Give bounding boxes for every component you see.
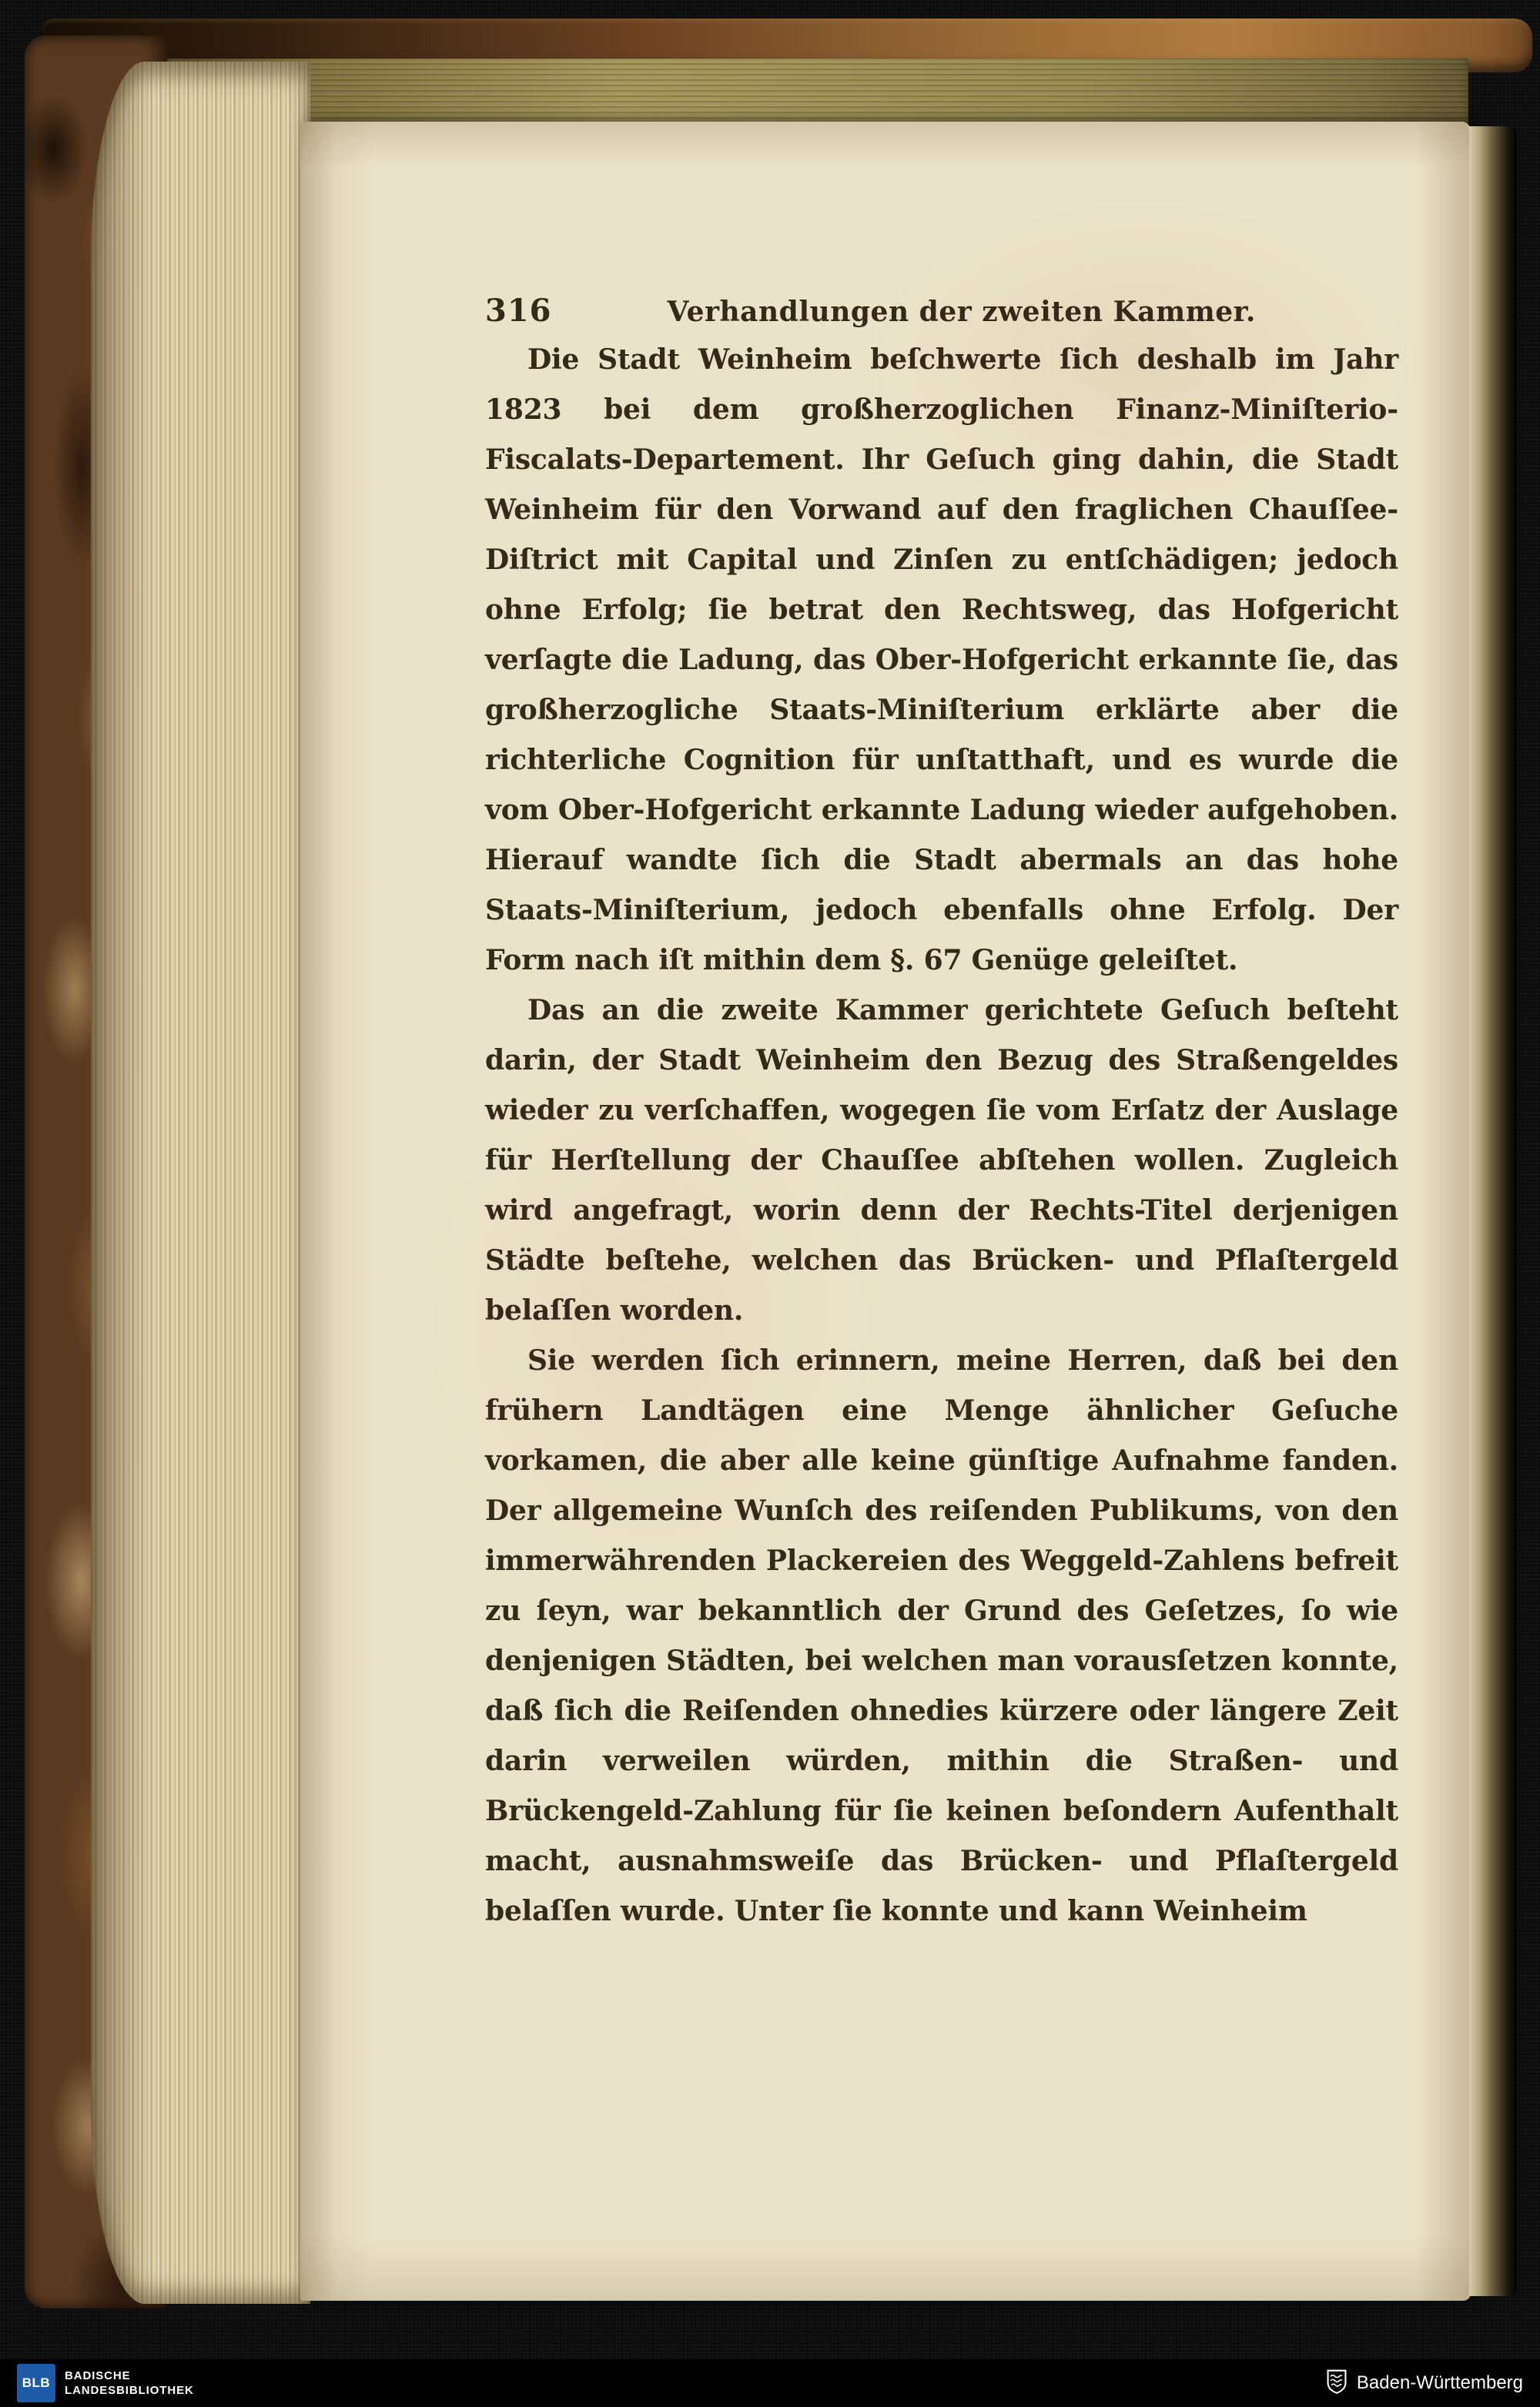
library-branding [17,2364,194,2402]
page-header [485,293,1398,329]
library-name [65,2369,194,2399]
coat-of-arms-icon [1326,2369,1348,2398]
book-top-page-block-edge [166,59,1468,129]
paragraph: Das an die zweite Kammer gerichtete Geſuch beſteht darin, der Stadt Weinheim den Bezug des Straßengeldes wieder zu verſchaffen, wogegen ſie vom Erſatz der Auslage für Herſtellung der Chauſſee abſtehen wollen. Zugleich wird angefragt, worin denn der Rechts-Titel derjenigen Städte beſtehe, welchen das Brücken- und Pflaſtergeld belaſſen worden. [485,994,1398,1327]
page-body-text [485,335,1398,1937]
page-stack-edge [91,62,310,2304]
paragraph: Die Stadt Weinheim beſchwerte ſich deshalb im Jahr 1823 bei dem großherzoglichen Finanz-Miniſterio-Fiscalats-Departement. Ihr Geſuch ging dahin, die Stadt Weinheim für den Vorwand auf den fraglichen Chauſſee-Diſtrict mit Capital und Zinſen zu entſchädigen; jedoch ohne Erfolg; ſie betrat den Rechtsweg, das Hofgericht verſagte die Ladung, das Ober-Hofgericht erkannte ſie, das großherzogliche Staats-Miniſterium erklärte aber die richterliche Cognition für unſtatthaft, und es wurde die vom Ober-Hofgericht erkannte Ladung wieder aufgehoben. Hierauf wandte ſich die Stadt abermals an das hohe Staats-Miniſterium, jedoch ebenfalls ohne Erfolg. Der Form nach iſt mithin dem §. 67 Genüge geleiſtet. [485,343,1398,976]
running-title: Verhandlungen der zweiten Kammer. [667,296,1256,328]
paragraph: Sie werden ſich erinnern, meine Herren, daß bei den frühern Landtägen eine Menge ähnlicher Geſuche vorkamen, die aber alle keine günſtige Aufnahme fanden. Der allgemeine Wunſch des reiſenden Publikums, von den immerwährenden Plackereien des Weggeld-Zahlens befreit zu ſeyn, war bekanntlich der Grund des Geſetzes, ſo wie denjenigen Städten, bei welchen man vorausſetzen konnte, daß ſich die Reiſenden ohnedies kürzere oder längere Zeit darin verweilen würden, mithin die Straßen- und Brückengeld-Zahlung für ſie keinen beſondern Aufenthalt macht, ausnahmsweiſe das Brücken- und Pflaſtergeld belaſſen wurde. Unter ſie konnte und kann Weinheim [485,1344,1398,1927]
library-name-line1: BADISCHE [65,2369,131,2382]
state-label: Baden-Württemberg [1356,2372,1523,2393]
page-number: 316 [485,293,552,329]
state-branding [1326,2369,1523,2398]
book-page [300,122,1469,2301]
library-name-line2: LANDESBIBLIOTHEK [65,2384,194,2397]
blb-logo: BLB [17,2364,55,2402]
page-right-edge [1469,126,1517,2296]
viewer-footer-bar [0,2359,1540,2407]
